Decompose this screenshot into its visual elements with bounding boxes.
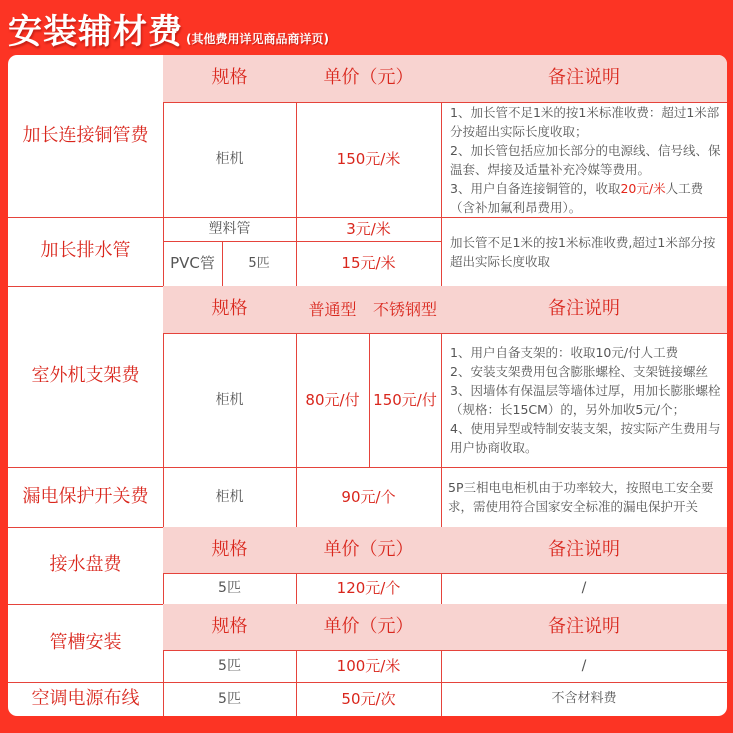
header-normal-type: 普通型 <box>296 286 370 334</box>
leakage-switch-price: 90元/个 <box>296 467 442 528</box>
section-power-wiring-label: 空调电源布线 <box>8 682 164 716</box>
bracket-normal-price: 80元/付 <box>296 333 370 468</box>
copper-pipe-notes <box>441 102 727 218</box>
drain-plastic-spec: 塑料管 <box>163 217 297 242</box>
header-remarks: 备注说明 <box>441 527 727 574</box>
header-unit-price: 单价（元） <box>296 604 442 651</box>
section-copper-pipe-label: 加长连接铜管费 <box>8 55 164 218</box>
header-spec: 规格 <box>163 527 297 574</box>
header-unit-price: 单价（元） <box>296 55 442 103</box>
bracket-note-1: 1、用户自备支架的：收取10元/付人工费 <box>450 345 679 360</box>
page-title: 安装辅材费 <box>8 12 183 52</box>
header-spec: 规格 <box>163 604 297 651</box>
power-wiring-price: 50元/次 <box>296 682 442 716</box>
conduit-note: / <box>441 650 727 683</box>
header-stainless-type: 不锈钢型 <box>369 286 442 334</box>
bracket-stainless-price: 150元/付 <box>369 333 442 468</box>
page-subtitle: (其他费用详见商品商详页) <box>186 32 329 46</box>
section-bracket-label: 室外机支架费 <box>8 286 164 468</box>
header-spec: 规格 <box>163 55 297 103</box>
conduit-spec: 5匹 <box>163 650 297 683</box>
section-drain-pipe-label: 加长排水管 <box>8 217 164 287</box>
drain-pvc-spec: PVC管 <box>163 241 223 287</box>
page-header <box>8 4 329 52</box>
drain-plastic-price: 3元/米 <box>296 217 442 242</box>
header-remarks: 备注说明 <box>441 55 727 103</box>
drain-pan-price: 120元/个 <box>296 573 442 605</box>
copper-pipe-note-2: 2、加长管包括应加长部分的电源线、信号线、保温套、焊接及适量补充冷媒等费用。 <box>450 142 721 177</box>
fee-table <box>8 55 727 716</box>
drain-pvc-size: 5匹 <box>222 241 297 287</box>
leakage-switch-note: 5P三相电电柜机由于功率较大，按照电工安全要求，需使用符合国家安全标准的漏电保护开关 <box>441 467 727 528</box>
power-wiring-note: 不含材料费 <box>551 691 617 707</box>
header-spec: 规格 <box>163 286 297 334</box>
copper-pipe-price: 150元/米 <box>296 102 442 218</box>
bracket-note-2: 2、安装支架费用包含膨胀螺栓、支架链接螺丝 <box>450 364 708 379</box>
drain-pan-note: / <box>441 573 727 605</box>
section-drain-pan-label: 接水盘费 <box>8 527 164 605</box>
copper-pipe-self-supply-fee: 20元/米 <box>620 180 666 196</box>
bracket-notes <box>441 333 727 468</box>
copper-pipe-spec: 柜机 <box>163 102 297 218</box>
header-unit-price: 单价（元） <box>296 527 442 574</box>
leakage-switch-spec: 柜机 <box>163 467 297 528</box>
bracket-note-4: 4、使用异型或特制安装支架，按实际产生费用与用户协商收取。 <box>450 421 721 455</box>
drain-pipe-note: 加长管不足1米的按1米标准收费,超过1米部分按超出实际长度收取 <box>441 217 727 287</box>
copper-pipe-note-3: 3、用户自备连接铜管的，收取20元/米人工费（含补加氟利昂费用）。 <box>450 180 704 215</box>
drain-pvc-price: 15元/米 <box>296 241 442 287</box>
bracket-note-3: 3、因墙体有保温层等墙体过厚，用加长膨胀螺栓（规格：长15CM）的，另外加收5元/个； <box>450 383 721 417</box>
drain-pan-spec: 5匹 <box>163 573 297 605</box>
conduit-price: 100元/米 <box>296 650 442 683</box>
section-leakage-switch-label: 漏电保护开关费 <box>8 467 164 528</box>
power-wiring-spec: 5匹 <box>163 682 297 716</box>
header-remarks: 备注说明 <box>441 604 727 651</box>
bracket-spec: 柜机 <box>163 333 297 468</box>
copper-pipe-note-1: 1、加长管不足1米的按1米标准收费：超过1米部分按超出实际长度收取； <box>450 104 720 139</box>
section-conduit-label: 管槽安装 <box>8 604 164 683</box>
header-remarks: 备注说明 <box>441 286 727 334</box>
